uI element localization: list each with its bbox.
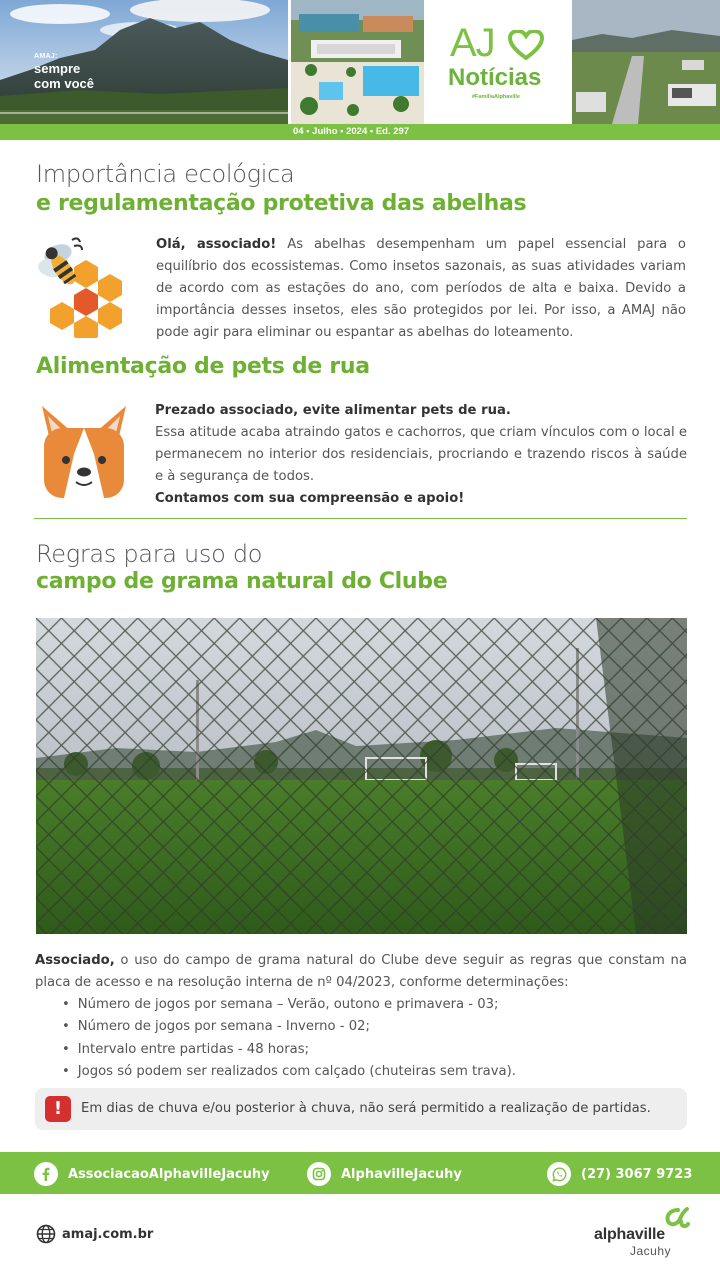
section-divider: [34, 518, 687, 519]
facebook-icon: [34, 1162, 58, 1186]
pets-body: Essa atitude acaba atraindo gatos e cachorros, que criam vínculos com o local e permanecem no interior dos residenciais, procriando e trazendo riscos à saúde e à segurança de todos.: [155, 425, 687, 484]
instagram-link[interactable]: [307, 1162, 462, 1186]
list-item: • Intervalo entre partidas - 48 horas;: [62, 1039, 682, 1061]
facebook-label: AssociacaoAlphavilleJacuhy: [68, 1166, 270, 1182]
list-item: • Jogos só podem ser realizados com calçado (chuteiras sem trava).: [62, 1061, 682, 1083]
rain-alert-box: [35, 1088, 687, 1130]
header-slogan: [34, 52, 94, 91]
club-pool-photo: [291, 0, 424, 124]
alert-text: Em dias de chuva e/ou posterior à chuva, não será permitido a realização de partidas.: [81, 1101, 651, 1116]
list-item: • Número de jogos por semana - Inverno - 02;: [62, 1016, 682, 1038]
pets-closing: Contamos com sua compreensão e apoio!: [155, 491, 465, 506]
instagram-label: AlphavilleJacuhy: [341, 1166, 462, 1182]
bees-title-light: Importância ecológica: [36, 160, 295, 188]
brand-subtitle: Jacuhy: [630, 1244, 672, 1258]
pets-lead: Prezado associado, evite alimentar pets de rua.: [155, 403, 511, 418]
instagram-icon: [307, 1162, 331, 1186]
logo-aj: AJ: [450, 21, 495, 65]
soccer-field-photo: [36, 618, 687, 934]
slogan-small: AMAJ:: [34, 53, 58, 60]
heart-icon: [508, 30, 544, 60]
mountain-photo: [0, 0, 288, 124]
bee-honeycomb-icon: [34, 234, 138, 338]
dog-face-icon: [36, 402, 132, 498]
pets-paragraph: [155, 400, 687, 510]
field-intro: [35, 950, 687, 994]
whatsapp-link[interactable]: [547, 1162, 692, 1186]
alphaville-jacuhy-logo: [592, 1206, 692, 1266]
slogan-line2: com você: [34, 76, 94, 91]
slogan-line1: sempre: [34, 61, 81, 76]
bees-title-bold: e regulamentação protetiva das abelhas: [36, 191, 527, 216]
aj-noticias-logo: [424, 0, 572, 124]
website-link[interactable]: [36, 1224, 153, 1244]
newsletter-header: [0, 0, 720, 124]
alert-icon: !: [45, 1096, 71, 1122]
alphaville-a-icon: [664, 1206, 690, 1228]
website-label: amaj.com.br: [62, 1226, 154, 1242]
field-intro-text: o uso do campo de grama natural do Clube deve seguir as regras que constam na placa de acesso e na resolução interna de nº 04/2023, conforme determinações:: [35, 953, 687, 990]
globe-icon: [36, 1224, 56, 1244]
pets-title: Alimentação de pets de rua: [36, 354, 370, 379]
bees-body: As abelhas desempenham um papel essencial para o equilíbrio dos ecossistemas. Como insetos sazonais, as suas atividades variam de acordo com as estações do ano, com períodos de alta e baixa. Devido a importância desses insetos, eles são protegidos por lei. Por isso, a AMAJ não pode agir para eliminar ou espantar as abelhas do loteamento.: [156, 237, 686, 340]
bees-paragraph: [156, 234, 686, 344]
whatsapp-label: (27) 3067 9723: [581, 1166, 693, 1182]
logo-tagline: #FamíliaAlphaville: [472, 94, 520, 100]
field-intro-bold: Associado,: [35, 953, 115, 968]
field-rules-list: [62, 994, 682, 1084]
logo-noticias: Notícias: [448, 64, 542, 91]
facebook-link[interactable]: [34, 1162, 270, 1186]
edition-info: 04 • Julho • 2024 • Ed. 297: [293, 126, 410, 137]
field-title-bold: campo de grama natural do Clube: [36, 569, 448, 594]
social-footer-bar: [0, 1152, 720, 1194]
list-item: • Número de jogos por semana – Verão, outono e primavera - 03;: [62, 994, 682, 1016]
bees-greeting: Olá, associado!: [156, 237, 277, 252]
field-title-light: Regras para uso do: [36, 540, 263, 568]
residential-photo: [572, 0, 720, 124]
whatsapp-icon: [547, 1162, 571, 1186]
brand-name: alphaville: [594, 1226, 665, 1243]
